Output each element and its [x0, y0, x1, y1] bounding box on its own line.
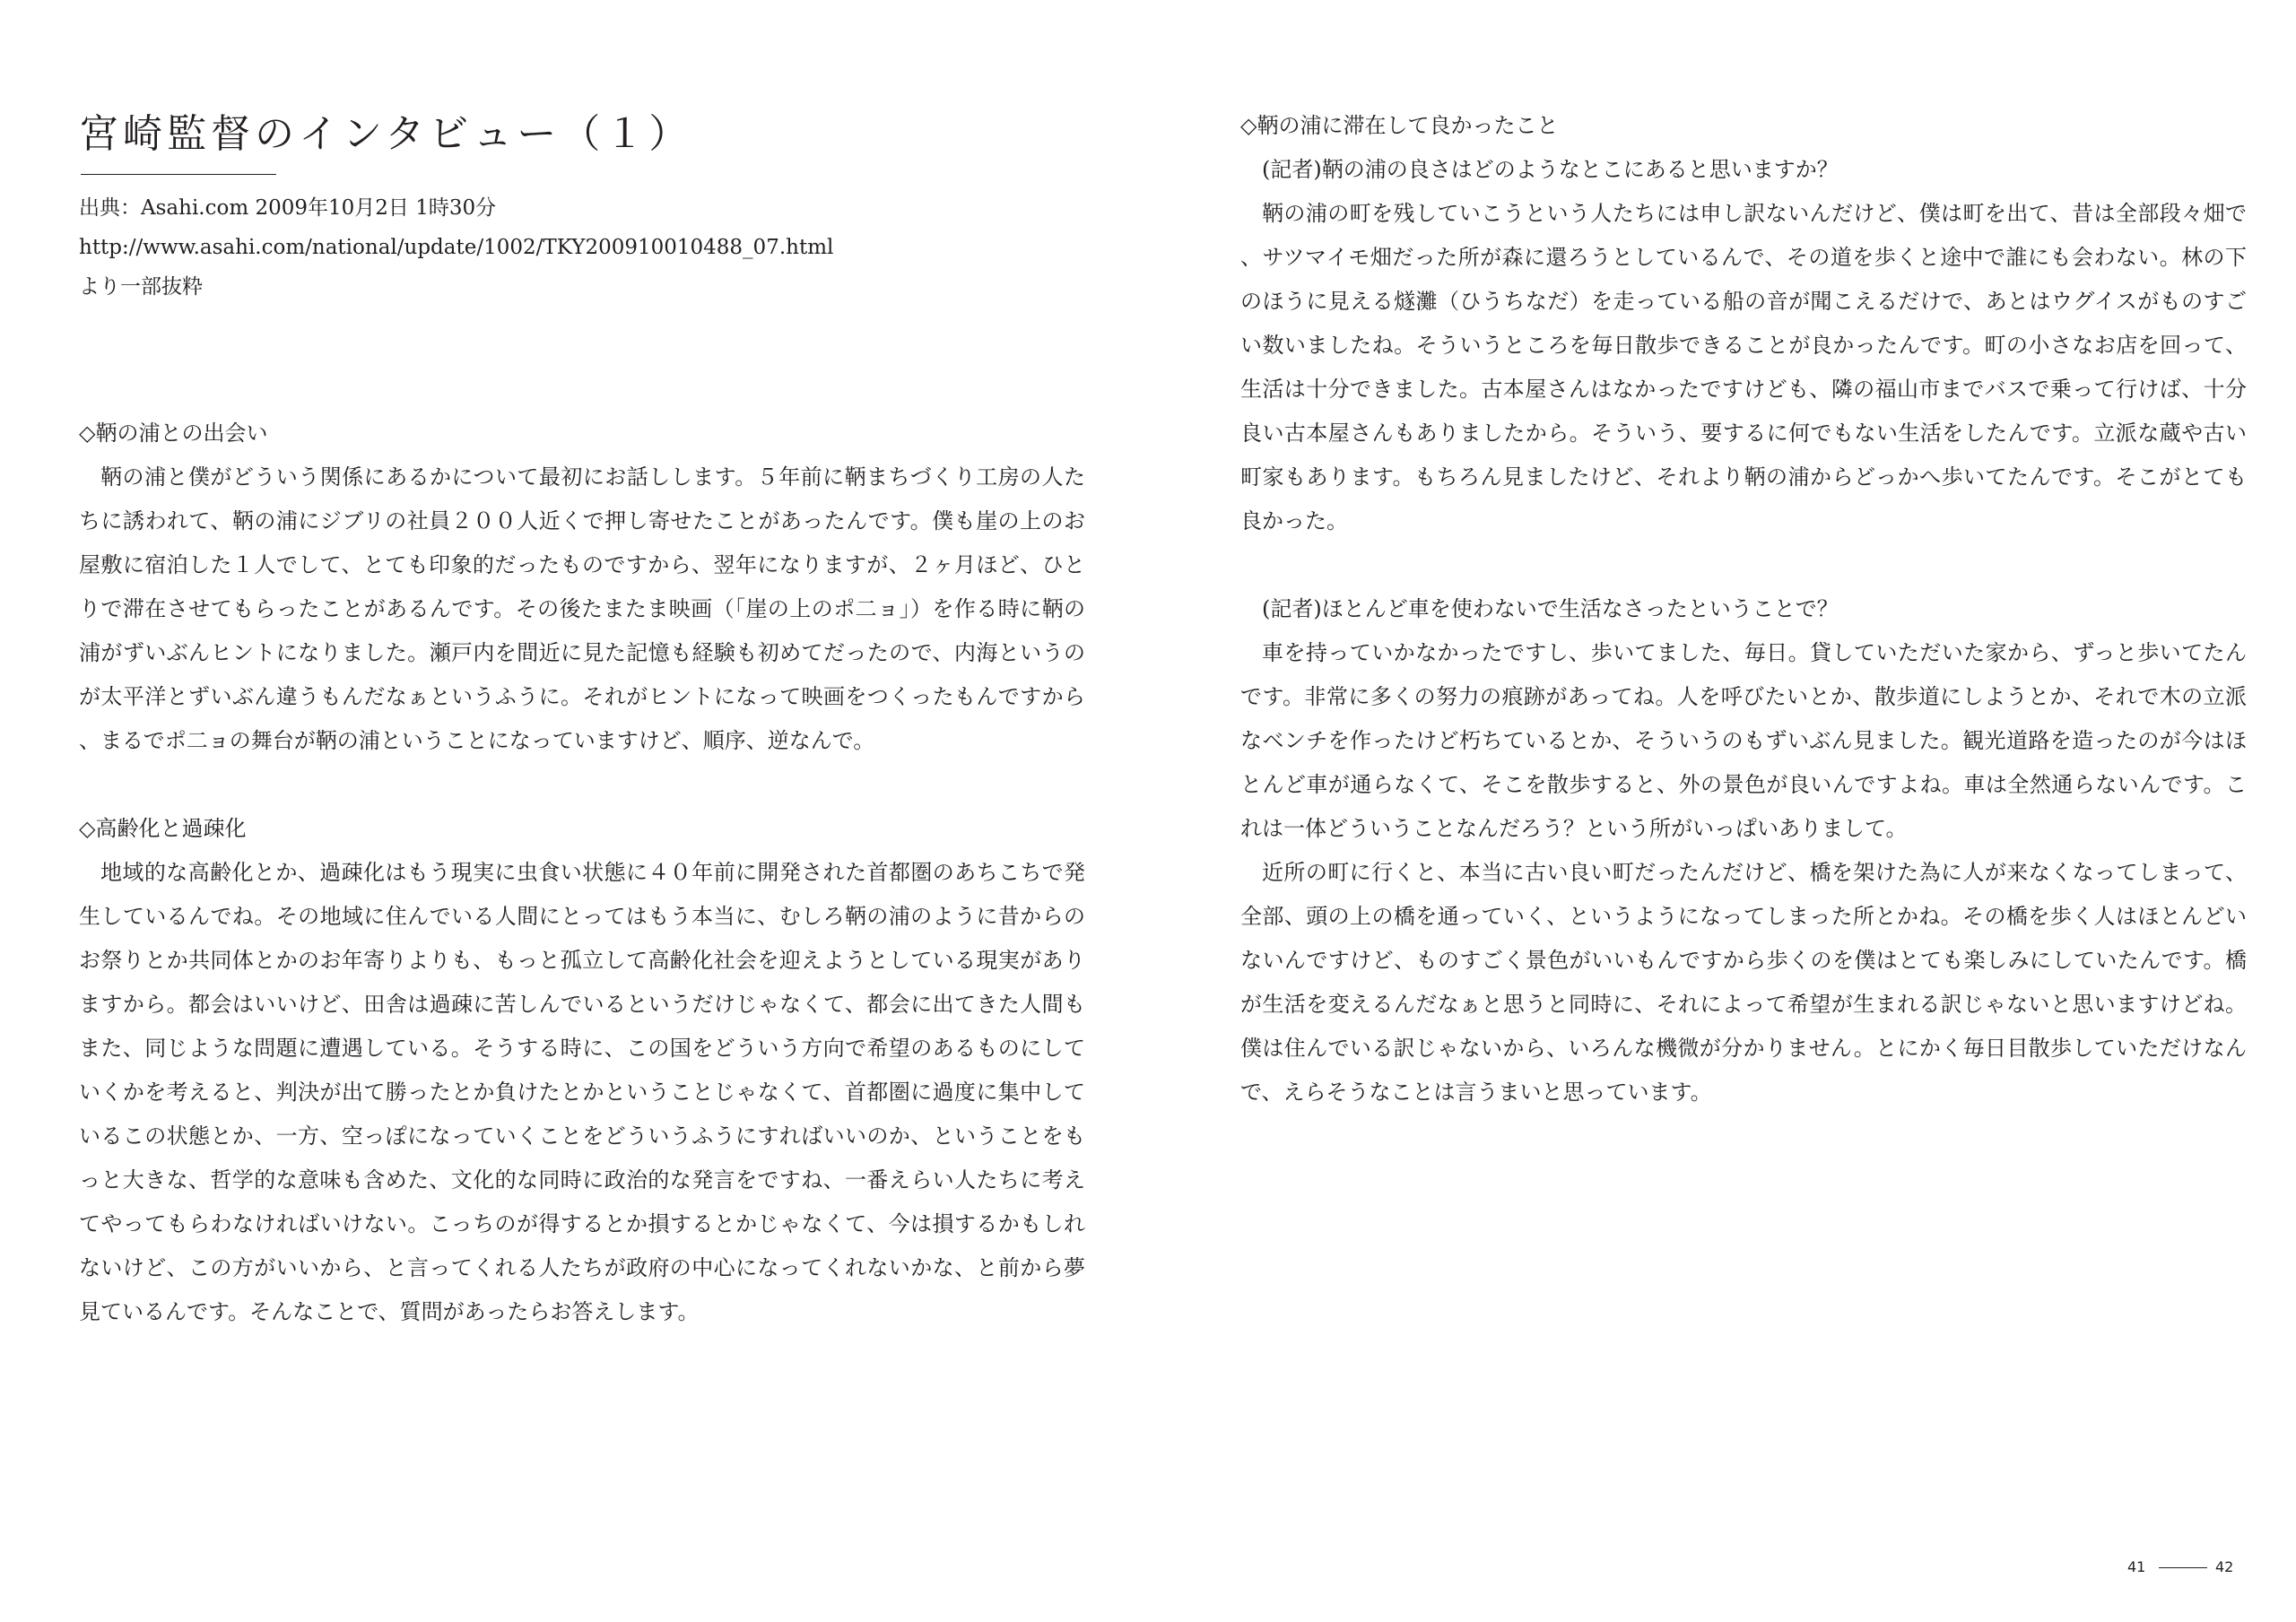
section-heading-tomonoura-encounter: ◇鞆の浦との出会い — [79, 421, 268, 446]
paragraph-gap — [1240, 543, 2247, 587]
section-heading-stay-benefits: ◇鞆の浦に滞在して良かったこと — [1240, 113, 1559, 138]
page-numbers — [2127, 1557, 2253, 1578]
page-number-separator — [2159, 1567, 2207, 1568]
title-underline — [81, 174, 276, 175]
page-number-right: 42 — [2215, 1558, 2234, 1575]
section-body-tomonoura-encounter: 鞆の浦と僕がどういう関係にあるかについて最初にお話しします。５年前に鞆まちづくり工房の人たちに誘われて、鞆の浦にジブリの社員２００人近くで押し寄せたことがあったんです。僕も崖の上のお屋敷に宿泊した１人でして、とても印象的だったものですから、翌年になりますが、２ヶ月ほど、ひとりで滞在させてもらったことがあるんです。その後たまたま映画（「崖の上のポ二ョ」）を作る時に鞆の浦がずいぶんヒントになりました。瀬戸内を間近に見た記憶も経験も初めてだったので、内海というのが太平洋とずいぶん違うもんだなぁというふうに。それがヒントになって映画をつくったもんですから、まるでポ二ョの舞台が鞆の浦ということになっていますけど、順序、逆なんで。 — [79, 464, 1085, 753]
paragraph-gap — [79, 763, 1085, 807]
source-line-excerpt: より一部抜粋 — [79, 275, 203, 299]
section-heading-aging-depopulation: ◇高齢化と過疎化 — [79, 816, 247, 841]
interview-answer-1: 鞆の浦の町を残していこうという人たちには申し訳ないんだけど、僕は町を出て、昔は全部段々畑で、サツマイモ畑だった所が森に還ろうとしているんで、その道を歩くと途中で誰にも会わない。林の下のほうに見える燧灘（ひうちなだ）を走っている船の音が聞こえるだけで、あとはウグイスがものすごい数いましたね。そういうところを毎日散歩できることが良かったんです。町の小さなお店を回って、生活は十分できました。古本屋さんはなかったですけども、隣の福山市までバスで乗って行けば、十分良い古本屋さんもありましたから。そういう、要するに何でもない生活をしたんです。立派な蔵や古い町家もあります。もちろん見ましたけど、それより鞆の浦からどっかへ歩いてたんです。そこがとても良かった。 — [1240, 201, 2247, 533]
page-title: 宮崎監督のインタビュー（１） — [79, 111, 693, 157]
left-column — [79, 412, 1085, 1334]
source-line-url: http://www.asahi.com/national/update/1002/TKY200910010488_07.html — [79, 236, 834, 259]
right-column — [1240, 104, 2247, 1115]
source-line-date: 出典：Asahi.com 2009年10月2日 1時30分 — [79, 196, 497, 220]
interview-answer-2b: 近所の町に行くと、本当に古い良い町だったんだけど、橋を架けた為に人が来なくなってしまって、全部、頭の上の橋を通っていく、というようになってしまった所とかね。その橋を歩く人はほとんどいないんですけど、ものすごく景色がいいもんですから歩くのを僕はとても楽しみにしていたんです。橋が生活を変えるんだなぁと思うと同時に、それによって希望が生まれる訳じゃないと思いますけどね。僕は住んでいる訳じゃないから、いろんな機微が分かりません。とにかく毎日目散歩していただけなんで、えらそうなことは言うまいと思っています。 — [1240, 860, 2247, 1105]
interview-question-1: (記者)鞆の浦の良さはどのようなとこにあると思いますか？ — [1262, 157, 1839, 182]
interview-question-2: (記者)ほとんど車を使わないで生活なさったということで？ — [1262, 596, 1839, 621]
interview-answer-2a: 車を持っていかなかったですし、歩いてました、毎日。貸していただいた家から、ずっと歩いてたんです。非常に多くの努力の痕跡があってね。人を呼びたいとか、散歩道にしようとか、それで木の立派なベンチを作ったけど朽ちているとか、そういうのもずいぶん見ました。観光道路を造ったのが今はほとんど車が通らなくて、そこを散歩すると、外の景色が良いんですよね。車は全然通らないんです。これは一体どういうことなんだろう？という所がいっぱいありまして。 — [1240, 640, 2247, 841]
section-body-aging-depopulation: 地域的な高齢化とか、過疎化はもう現実に虫食い状態に４０年前に開発された首都圏のあちこちで発生しているんでね。その地域に住んでいる人間にとってはもう本当に、むしろ鞆の浦のように昔からのお祭りとか共同体とかのお年寄りよりも、もっと孤立して高齢化社会を迎えようとしている現実がありますから。都会はいいけど、田舎は過疎に苦しんでいるというだけじゃなくて、都会に出てきた人間もまた、同じような問題に遭遇している。そうする時に、この国をどういう方向で希望のあるものにしていくかを考えると、判決が出て勝ったとか負けたとかということじゃなくて、首都圏に過度に集中しているこの状態とか、一方、空っぽになっていくことをどういうふうにすればいいのか、ということをもっと大きな、哲学的な意味も含めた、文化的な同時に政治的な発言をですね、一番えらい人たちに考えてやってもらわなければいけない。こっちのが得するとか損するとかじゃなくて、今は損するかもしれないけど、この方がいいから、と言ってくれる人たちが政府の中心になってくれないかな、と前から夢見ているんです。そんなことで、質問があったらお答えします。 — [79, 860, 1085, 1324]
source-citation — [79, 188, 1119, 307]
page-number-left: 41 — [2127, 1558, 2146, 1575]
